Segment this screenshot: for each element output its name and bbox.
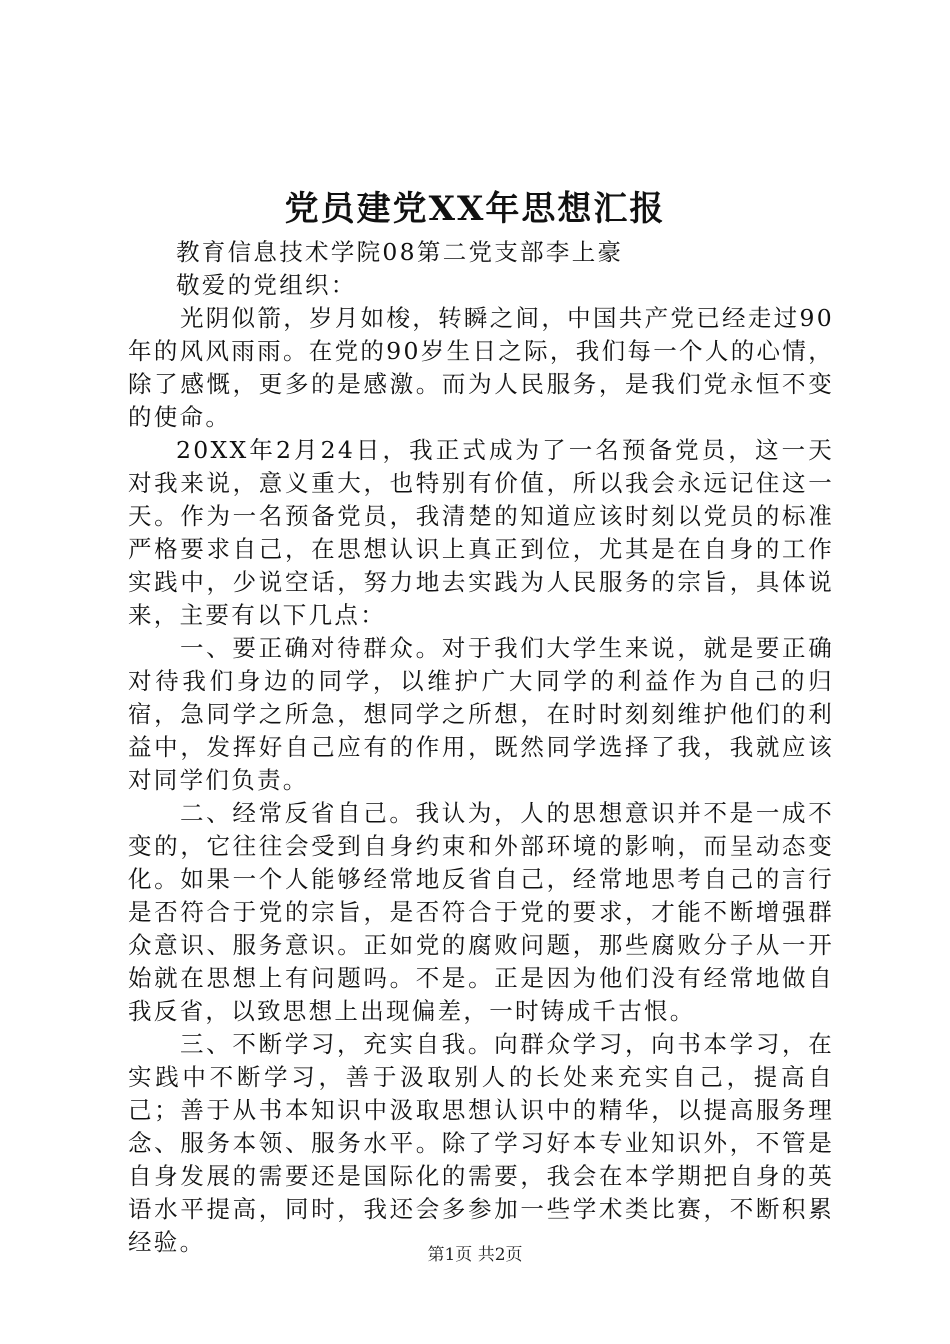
page-footer: 第1页 共2页	[427, 1245, 523, 1265]
paragraph-1: 光阴似箭，岁月如梭，转瞬之间，中国共产党已经走过90年的风风雨雨。在党的90岁生日之际，我们每一个人的心情，除了感慨，更多的是感激。而为人民服务，是我们党永恒不变的使命。	[128, 304, 834, 431]
document-title: 党员建党XX年思想汇报	[284, 189, 666, 229]
salutation: 敬爱的党组织：	[176, 271, 357, 299]
document-body	[128, 236, 834, 1259]
paragraph-5: 三、不断学习，充实自我。向群众学习，向书本学习，在实践中不断学习，善于汲取别人的长处来充实自己，提高自己；善于从书本知识中汲取思想认识中的精华，以提高服务理念、服务本领、服务水平。除了学习好本专业知识外，不管是自身发展的需要还是国际化的需要，我会在本学期把自身的英语水平提高，同时，我还会多参加一些学术类比赛，不断积累经验。	[128, 1030, 834, 1256]
paragraph-3: 一、要正确对待群众。对于我们大学生来说，就是要正确对待我们身边的同学，以维护广大同学的利益作为自己的归宿，急同学之所急，想同学之所想，在时时刻刻维护他们的利益中，发挥好自己应有的作用，既然同学选择了我，我就应该对同学们负责。	[128, 634, 834, 794]
paragraph-2: 20XX年2月24日，我正式成为了一名预备党员，这一天对我来说，意义重大，也特别有价值，所以我会永远记住这一天。作为一名预备党员，我清楚的知道应该时刻以党员的标准严格要求自己，在思想认识上真正到位，尤其是在自身的工作实践中，少说空话，努力地去实践为人民服务的宗旨，具体说来，主要有以下几点：	[128, 436, 834, 629]
author-line: 教育信息技术学院08第二党支部李上豪	[176, 238, 624, 266]
paragraph-4: 二、经常反省自己。我认为，人的思想意识并不是一成不变的，它往往会受到自身约束和外部环境的影响，而呈动态变化。如果一个人能够经常地反省自己，经常地思考自己的言行是否符合于党的宗旨，是否符合于党的要求，才能不断增强群众意识、服务意识。正如党的腐败问题，那些腐败分子从一开始就在思想上有问题吗。不是。正是因为他们没有经常地做自我反省，以致思想上出现偏差，一时铸成千古恨。	[128, 799, 834, 1025]
